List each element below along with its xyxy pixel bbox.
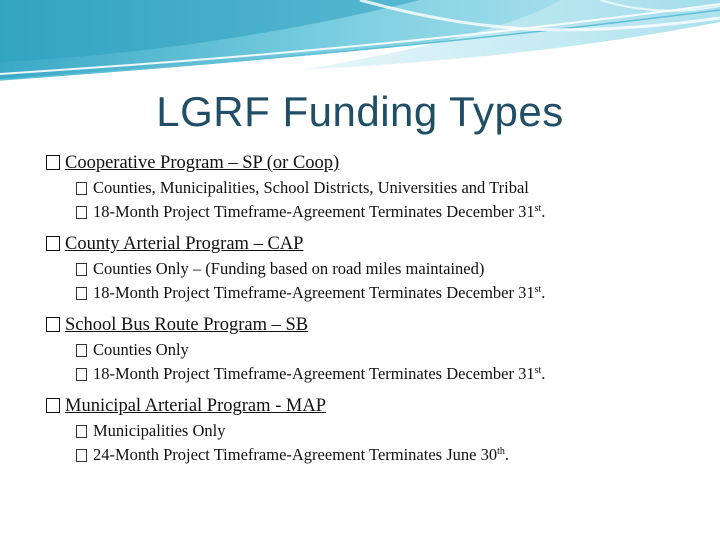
square-bullet-icon [76, 368, 87, 381]
square-bullet-icon [76, 344, 87, 357]
list-item: Counties Only [76, 338, 706, 362]
section-county-arterial [46, 232, 706, 305]
slide-content [46, 151, 706, 475]
list-item: 18-Month Project Timeframe-Agreement Terminates December 31st. [76, 281, 706, 305]
list-item: 18-Month Project Timeframe-Agreement Terminates December 31st. [76, 362, 706, 386]
square-bullet-icon [76, 206, 87, 219]
square-bullet-icon [76, 449, 87, 462]
square-bullet-icon [46, 398, 60, 413]
square-bullet-icon [46, 155, 60, 170]
section-heading-text: County Arterial Program – CAP [65, 234, 304, 254]
section-heading [46, 151, 706, 176]
square-bullet-icon [76, 263, 87, 276]
list-item: Counties, Municipalities, School Districts, Universities and Tribal [76, 176, 706, 200]
section-heading [46, 232, 706, 257]
list-item: 18-Month Project Timeframe-Agreement Terminates December 31st. [76, 200, 706, 224]
list-item: Municipalities Only [76, 419, 706, 443]
section-heading-text: School Bus Route Program – SB [65, 315, 309, 335]
square-bullet-icon [46, 236, 60, 251]
section-heading [46, 313, 706, 338]
section-heading-text: Cooperative Program – SP (or Coop) [65, 153, 340, 173]
square-bullet-icon [46, 317, 60, 332]
square-bullet-icon [76, 425, 87, 438]
section-heading-text: Municipal Arterial Program - MAP [65, 396, 327, 416]
section-heading [46, 394, 706, 419]
square-bullet-icon [76, 182, 87, 195]
section-school-bus [46, 313, 706, 386]
section-cooperative [46, 151, 706, 224]
decorative-banner [0, 0, 720, 90]
list-item: 24-Month Project Timeframe-Agreement Terminates June 30th. [76, 443, 706, 467]
square-bullet-icon [76, 287, 87, 300]
section-municipal-arterial [46, 394, 706, 467]
slide-title: LGRF Funding Types [156, 88, 564, 135]
list-item: Counties Only – (Funding based on road miles maintained) [76, 257, 706, 281]
